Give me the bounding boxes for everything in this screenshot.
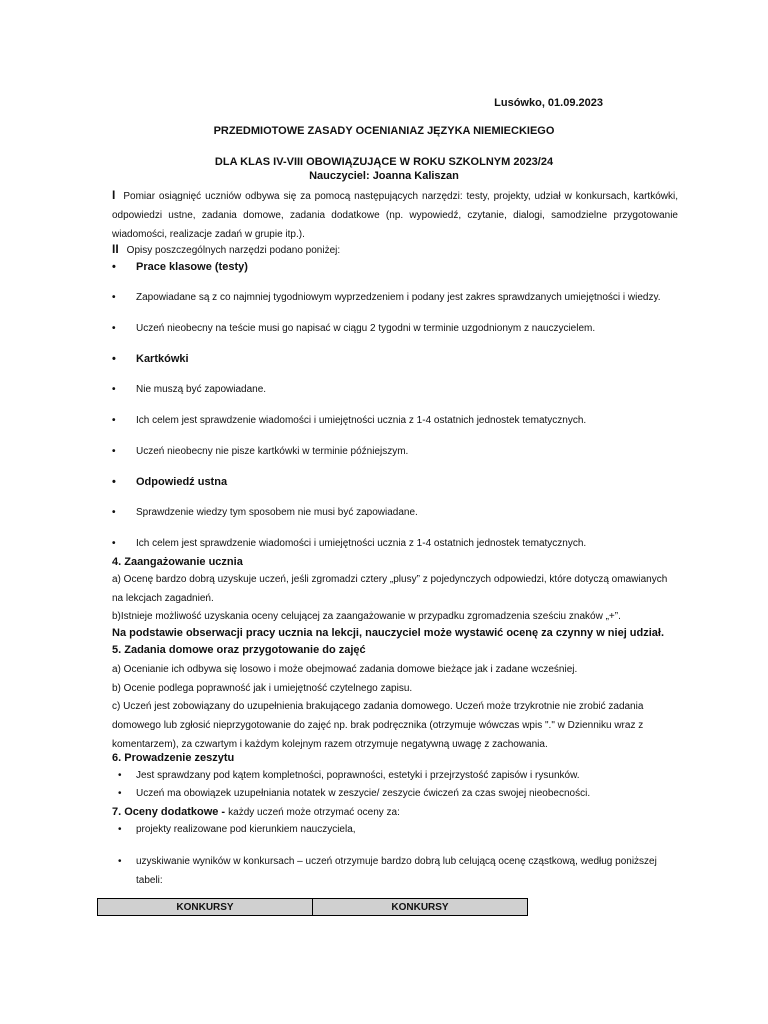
- zadania-a: a) Ocenianie ich odbywa się losowo i może obejmować zadania domowe bieżące jak i zadane wcześniej.: [112, 664, 578, 675]
- bullet-icon: •: [112, 415, 116, 426]
- prace-heading: • Prace klasowe (testy): [112, 261, 248, 273]
- bullet-icon: •: [112, 538, 116, 549]
- list-item: • Uczeń nieobecny nie pisze kartkówki w terminie późniejszym.: [112, 446, 409, 457]
- bullet-icon: •: [118, 856, 122, 867]
- document-subtitle: DLA KLAS IV-VIII OBOWIĄZUJĄCE W ROKU SZKOLNYM 2023/24: [214, 156, 554, 168]
- zaangazowanie-heading: 4. Zaangażowanie ucznia: [112, 556, 243, 568]
- list-item: • Nie muszą być zapowiadane.: [112, 384, 267, 395]
- bullet-icon: •: [112, 507, 116, 518]
- section-2-mark: II: [112, 242, 119, 256]
- bullet-icon: •: [112, 476, 116, 488]
- bullet-icon: •: [112, 353, 116, 365]
- section-1-paragraph: [112, 186, 678, 244]
- zaangazowanie-b: b)Istnieje możliwość uzyskania oceny celującej za zaangażowanie w przypadku zgromadzenia sześciu znaków „+”.: [112, 611, 621, 622]
- table-header-row: [98, 899, 528, 916]
- table-header-cell: KONKURSY: [98, 899, 313, 916]
- zeszyt-heading: 6. Prowadzenie zeszytu: [112, 752, 235, 764]
- bullet-icon: •: [112, 446, 116, 457]
- bullet-icon: •: [118, 770, 122, 781]
- bullet-icon: •: [112, 323, 116, 334]
- kartkowki-heading: • Kartkówki: [112, 353, 189, 365]
- list-item: • Sprawdzenie wiedzy tym sposobem nie musi być zapowiadane.: [112, 507, 418, 518]
- konkursy-table: [97, 898, 528, 916]
- bullet-icon: •: [118, 824, 122, 835]
- list-item: • uzyskiwanie wyników w konkursach – uczeń otrzymuje bardzo dobrą lub celującą ocenę cząstkową, według poniższej tabeli:: [118, 852, 678, 890]
- list-item: • projekty realizowane pod kierunkiem nauczyciela,: [118, 824, 356, 835]
- document-date: Lusówko, 01.09.2023: [494, 97, 603, 109]
- zadania-heading: 5. Zadania domowe oraz przygotowanie do zajęć: [112, 644, 366, 656]
- section-2-text: Opisy poszczególnych narzędzi podano poniżej:: [126, 245, 341, 256]
- zaangazowanie-note: Na podstawie obserwacji pracy ucznia na lekcji, nauczyciel może wystawić ocenę za czynny w niej udział.: [112, 627, 665, 639]
- zadania-c: c) Uczeń jest zobowiązany do uzupełnienia brakującego zadania domowego. Uczeń może trzykrotnie nie zrobić zadania domowego lub zgłosić nieprzygotowanie do zajęć np. brak podręcznika (otrzymuje wówczas wpis "." w Dzienniku wraz z komentarzem), za czwartym i każdym kolejnym razem otrzymuje negatywną uwagę z zachowania.: [112, 701, 644, 750]
- list-item: • Ich celem jest sprawdzenie wiadomości i umiejętności ucznia z 1-4 ostatnich jednostek tematycznych.: [112, 538, 587, 549]
- bullet-icon: •: [112, 261, 116, 273]
- document-title: PRZEDMIOTOWE ZASADY OCENIANIAZ JĘZYKA NIEMIECKIEGO: [213, 125, 555, 137]
- bullet-icon: •: [112, 384, 116, 395]
- bullet-icon: •: [112, 292, 116, 303]
- bullet-icon: •: [118, 788, 122, 799]
- zaangazowanie-a: a) Ocenę bardzo dobrą uzyskuje uczeń, jeśli zgromadzi cztery „plusy” z pojedynczych odpowiedzi, które dotyczą omawianych na lekcjach zagadnień.: [112, 574, 668, 604]
- table-header-cell: KONKURSY: [313, 899, 528, 916]
- section-1-mark: I: [112, 188, 116, 202]
- section-1-text: Pomiar osiągnięć uczniów odbywa się za pomocą następujących narzędzi: testy, projekty, udział w konkursach, kartkówki, odpowiedzi ustne, zadania domowe, zadania dodatkowe (np. wypowiedź, czytanie, dialogi, samodzielne przygotowanie wiadomości, realizacje zadań w grupie itp.).: [112, 191, 678, 240]
- list-item: • Zapowiadane są z co najmniej tygodniowym wyprzedzeniem i podany jest zakres sprawdzanych umiejętności i wiedzy.: [112, 292, 661, 303]
- teacher-name: Nauczyciel: Joanna Kaliszan: [309, 170, 459, 182]
- list-item: • Uczeń nieobecny na teście musi go napisać w ciągu 2 tygodni w terminie uzgodnionym z nauczycielem.: [112, 323, 596, 334]
- zadania-b: b) Ocenie podlega poprawność jak i umiejętność czytelnego zapisu.: [112, 683, 413, 694]
- section-2-paragraph: [112, 240, 678, 260]
- list-item: • Ich celem jest sprawdzenie wiadomości i umiejętności ucznia z 1-4 ostatnich jednostek tematycznych.: [112, 415, 587, 426]
- list-item: • Uczeń ma obowiązek uzupełniania notatek w zeszycie/ zeszycie ćwiczeń za czas swojej nieobecności.: [118, 788, 591, 799]
- list-item: • Jest sprawdzany pod kątem kompletności, poprawności, estetyki i przejrzystość zapisów i rysunków.: [118, 770, 580, 781]
- odpowiedz-heading: • Odpowiedź ustna: [112, 476, 228, 488]
- dodatkowe-heading: 7. Oceny dodatkowe - każdy uczeń może otrzymać oceny za:: [112, 806, 400, 818]
